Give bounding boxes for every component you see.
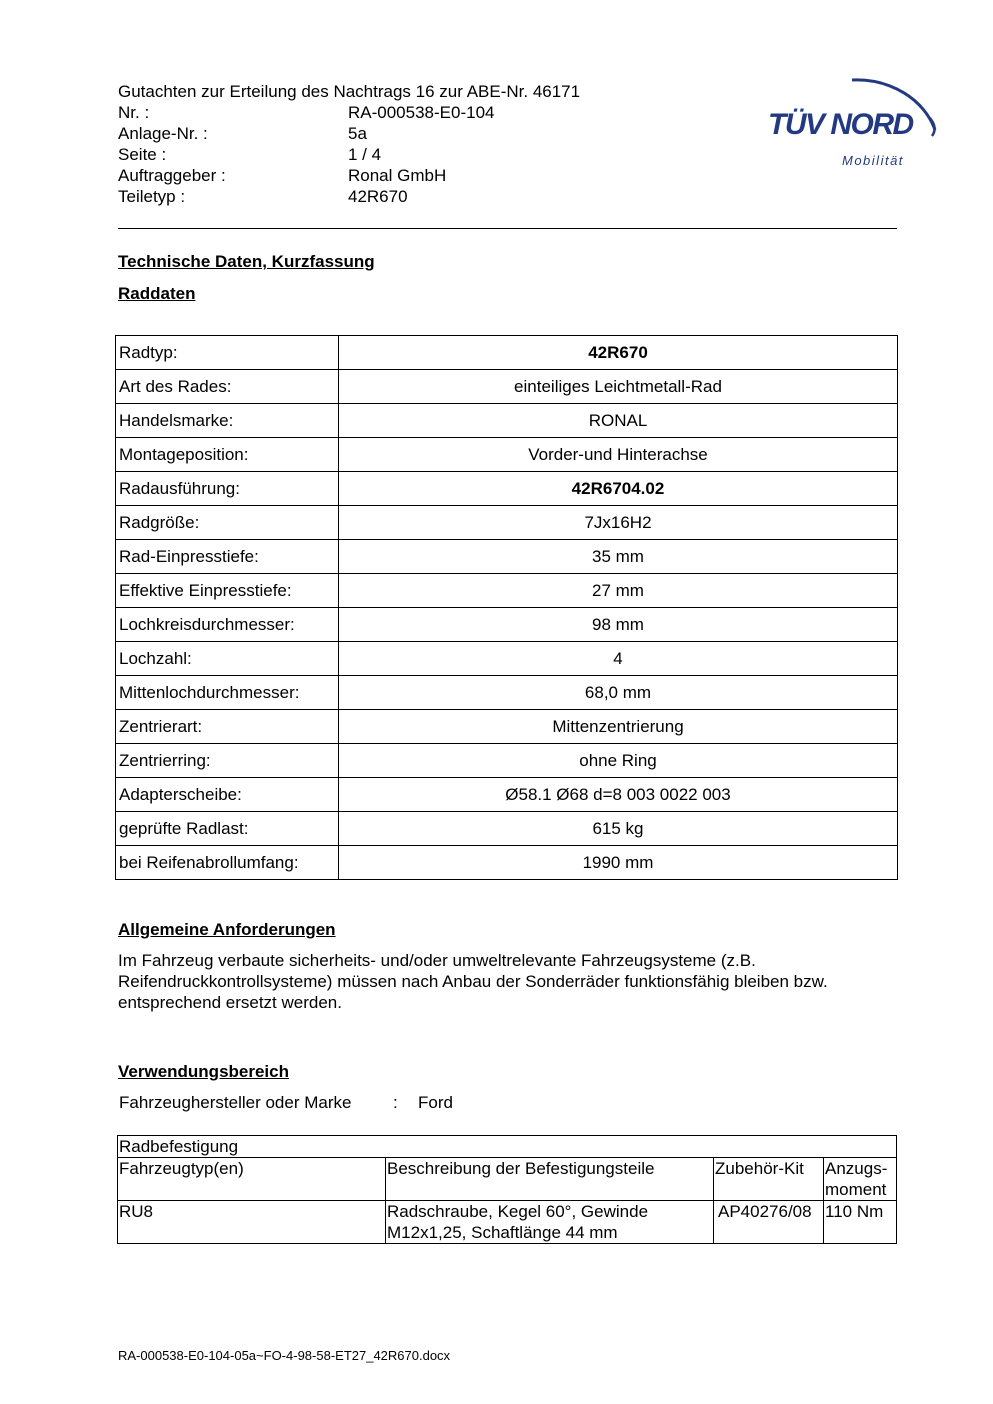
table-row bbox=[116, 846, 898, 880]
row-value: einteiliges Leichtmetall-Rad bbox=[339, 370, 898, 404]
row-label: Adapterscheibe: bbox=[116, 778, 339, 812]
maker-label: Fahrzeughersteller oder Marke bbox=[119, 1093, 352, 1112]
table-row bbox=[116, 642, 898, 676]
row-label: Handelsmarke: bbox=[116, 404, 339, 438]
logo-wordmark: TÜV NORD bbox=[768, 108, 913, 141]
table-row bbox=[116, 710, 898, 744]
maker-separator: : bbox=[393, 1093, 398, 1112]
section-title-raddaten: Raddaten bbox=[118, 284, 196, 303]
document-header bbox=[118, 81, 678, 207]
maker-value: Ford bbox=[418, 1093, 453, 1112]
cell-fahrzeugtyp: RU8 bbox=[118, 1201, 386, 1244]
column-header-fahrzeugtyp: Fahrzeugtyp(en) bbox=[118, 1158, 386, 1201]
row-label: Rad-Einpresstiefe: bbox=[116, 540, 339, 574]
cell-line: Radschraube, Kegel 60°, Gewinde bbox=[387, 1202, 649, 1221]
row-label: Lochkreisdurchmesser: bbox=[116, 608, 339, 642]
table-row bbox=[116, 472, 898, 506]
row-label: Mittenlochdurchmesser: bbox=[116, 676, 339, 710]
document-footer: RA-000538-E0-104-05a~FO-4-98-58-ET27_42R670.docx bbox=[118, 1348, 451, 1363]
header-label: Seite : bbox=[118, 145, 167, 164]
row-label: Art des Rades: bbox=[116, 370, 339, 404]
row-value: ohne Ring bbox=[339, 744, 898, 778]
row-value: 42R670 bbox=[339, 336, 898, 370]
header-row-anlage bbox=[118, 123, 678, 144]
table-row bbox=[116, 404, 898, 438]
header-value: Ronal GmbH bbox=[348, 166, 447, 185]
vehicle-maker-row bbox=[119, 1093, 453, 1113]
table-row bbox=[116, 336, 898, 370]
row-label: Zentrierart: bbox=[116, 710, 339, 744]
cell-line: M12x1,25, Schaftlänge 44 mm bbox=[387, 1223, 618, 1242]
table-row bbox=[118, 1136, 897, 1158]
logo-subtitle: Mobilität bbox=[842, 153, 904, 168]
requirements-paragraph bbox=[118, 950, 898, 1013]
header-label: Anlage-Nr. : bbox=[118, 124, 208, 143]
section-title-verwendungsbereich: Verwendungsbereich bbox=[118, 1062, 289, 1081]
header-value: 1 / 4 bbox=[348, 145, 382, 164]
row-label: bei Reifenabrollumfang: bbox=[116, 846, 339, 880]
header-line: moment bbox=[825, 1180, 887, 1199]
header-label: Teiletyp : bbox=[118, 187, 186, 206]
row-value: 27 mm bbox=[339, 574, 898, 608]
row-label: Zentrierring: bbox=[116, 744, 339, 778]
table-row bbox=[116, 778, 898, 812]
column-header-zubehoer-kit: Zubehör-Kit bbox=[714, 1158, 824, 1201]
header-value: 42R670 bbox=[348, 187, 408, 206]
column-header-anzugsmoment bbox=[824, 1158, 897, 1201]
header-row-seite bbox=[118, 144, 678, 165]
row-value: Ø58.1 Ø68 d=8 003 0022 003 bbox=[339, 778, 898, 812]
table-row bbox=[116, 506, 898, 540]
table-header-row bbox=[118, 1158, 897, 1201]
table-row bbox=[116, 744, 898, 778]
paragraph-line: Im Fahrzeug verbaute sicherheits- und/oder umweltrelevante Fahrzeugsysteme (z.B. bbox=[118, 951, 756, 970]
row-label: Effektive Einpresstiefe: bbox=[116, 574, 339, 608]
row-label: Lochzahl: bbox=[116, 642, 339, 676]
cell-anzugsmoment: 110 Nm bbox=[824, 1201, 897, 1244]
header-value: 5a bbox=[348, 124, 367, 143]
wheel-data-table bbox=[115, 335, 898, 880]
wheel-mounting-table bbox=[117, 1135, 897, 1244]
row-value: Mittenzentrierung bbox=[339, 710, 898, 744]
header-row-auftraggeber bbox=[118, 165, 678, 186]
table-row bbox=[116, 676, 898, 710]
column-header-beschreibung: Beschreibung der Befestigungsteile bbox=[386, 1158, 714, 1201]
row-value: Vorder-und Hinterachse bbox=[339, 438, 898, 472]
row-value: 7Jx16H2 bbox=[339, 506, 898, 540]
row-label: Montageposition: bbox=[116, 438, 339, 472]
cell-zubehoer-kit: AP40276/08 bbox=[714, 1201, 824, 1244]
row-value: 98 mm bbox=[339, 608, 898, 642]
paragraph-line: entsprechend ersetzt werden. bbox=[118, 993, 342, 1012]
header-row-nr bbox=[118, 102, 678, 123]
header-value: RA-000538-E0-104 bbox=[348, 103, 495, 122]
header-divider bbox=[118, 228, 897, 229]
row-label: Radtyp: bbox=[116, 336, 339, 370]
table-row bbox=[118, 1201, 897, 1244]
table-caption: Radbefestigung bbox=[118, 1136, 897, 1158]
section-title-allgemeine-anforderungen: Allgemeine Anforderungen bbox=[118, 920, 336, 939]
table-row bbox=[116, 438, 898, 472]
row-value: 42R6704.02 bbox=[339, 472, 898, 506]
row-label: geprüfte Radlast: bbox=[116, 812, 339, 846]
table-row bbox=[116, 812, 898, 846]
table-row bbox=[116, 608, 898, 642]
header-row-teiletyp bbox=[118, 186, 678, 207]
section-title-technische-daten: Technische Daten, Kurzfassung bbox=[118, 252, 375, 271]
table-row bbox=[116, 574, 898, 608]
cell-beschreibung bbox=[386, 1201, 714, 1244]
row-value: 35 mm bbox=[339, 540, 898, 574]
row-label: Radgröße: bbox=[116, 506, 339, 540]
tuv-nord-logo bbox=[760, 58, 945, 173]
header-label: Auftraggeber : bbox=[118, 166, 226, 185]
table-row bbox=[116, 370, 898, 404]
header-title: Gutachten zur Erteilung des Nachtrags 16 zur ABE-Nr. 46171 bbox=[118, 82, 581, 101]
header-line: Anzugs- bbox=[825, 1159, 888, 1178]
row-value: 615 kg bbox=[339, 812, 898, 846]
table-row bbox=[116, 540, 898, 574]
row-label: Radausführung: bbox=[116, 472, 339, 506]
row-value: RONAL bbox=[339, 404, 898, 438]
paragraph-line: Reifendruckkontrollsysteme) müssen nach Anbau der Sonderräder funktionsfähig bleiben bzw. bbox=[118, 972, 828, 991]
row-value: 1990 mm bbox=[339, 846, 898, 880]
row-value: 4 bbox=[339, 642, 898, 676]
row-value: 68,0 mm bbox=[339, 676, 898, 710]
header-label: Nr. : bbox=[118, 103, 150, 122]
